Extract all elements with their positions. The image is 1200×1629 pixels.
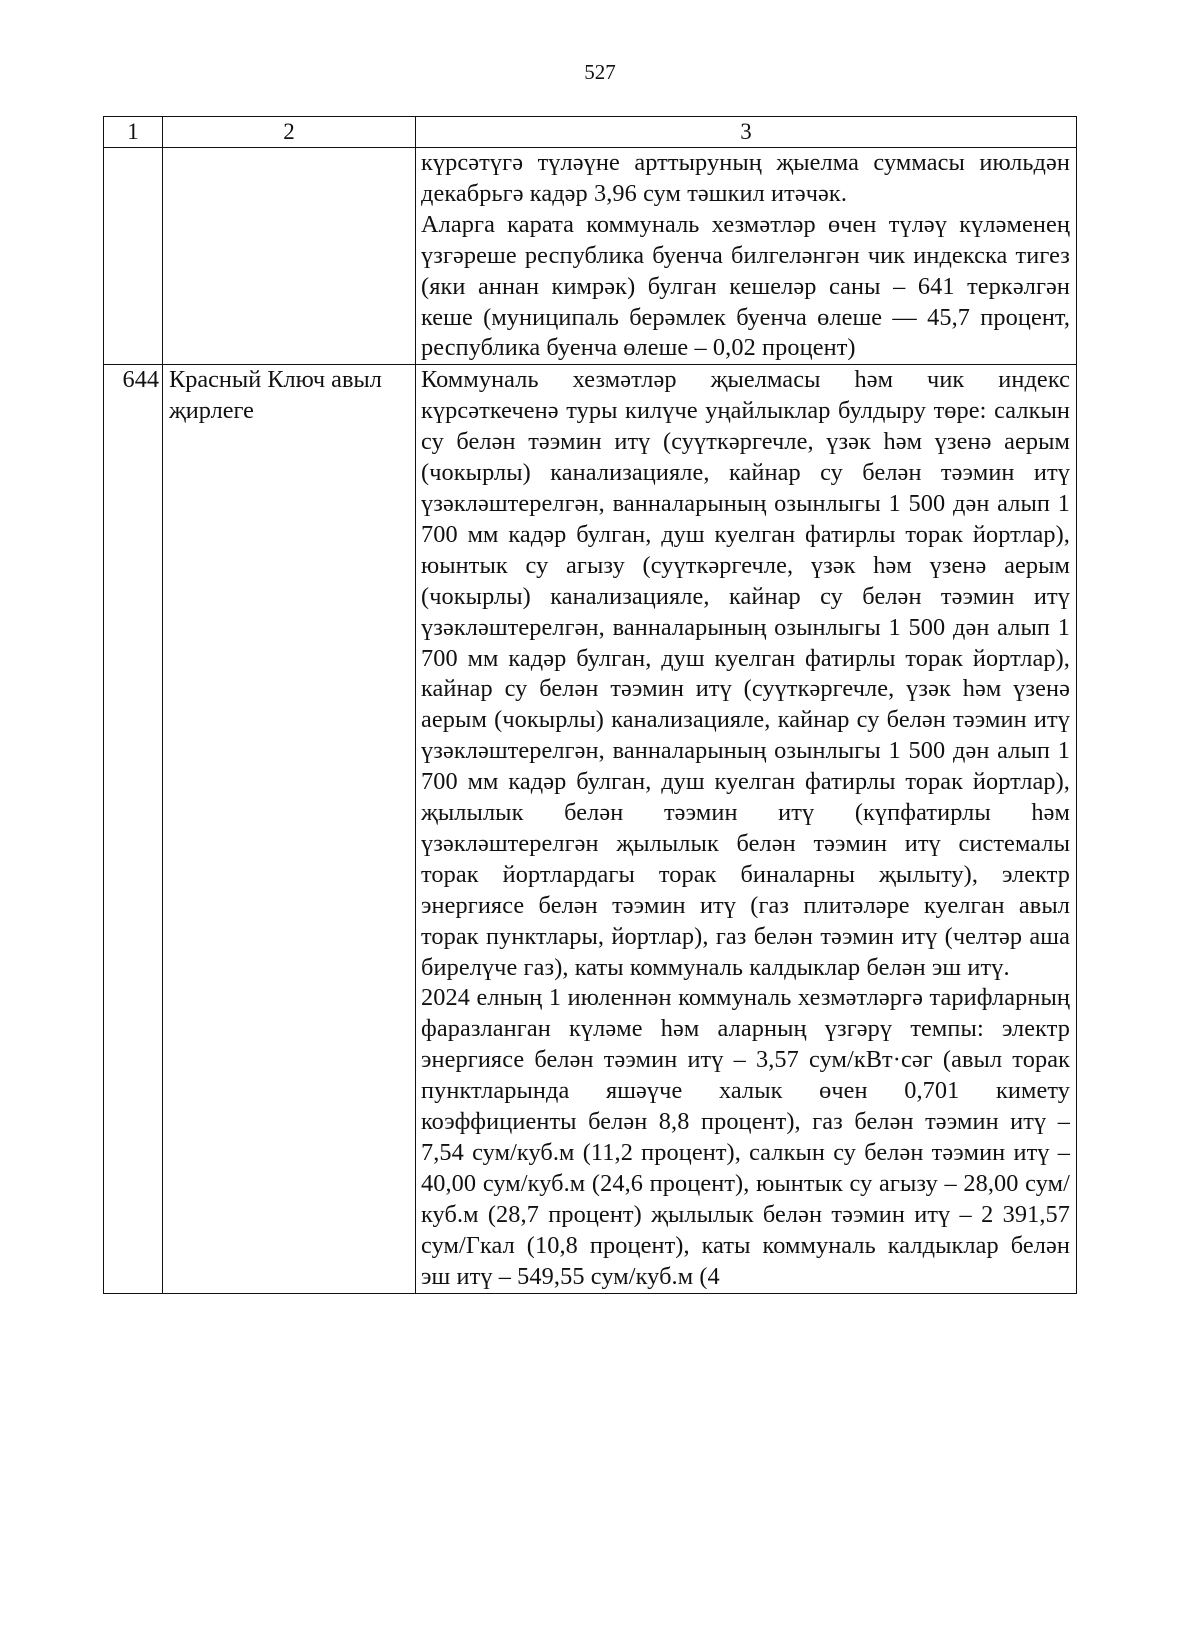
- description-paragraph: Коммуналь хезмәтләр җыелмасы һәм чик индекс күрсәткеченә туры килүче уңайлыклар булдыру төре: салкын су белән тәэмин итү (суүткәргечле, үзәк һәм үзенә аерым (чокырлы) канализацияле, кайнар су белән тәэмин итү үзәкләштерелгән, ванналарының озынлыгы 1 500 дән алып 1 700 мм кадәр булган, душ куелган фатирлы торак йортлар), юынтык су агызу (суүткәргечле, үзәк һәм үзенә аерым (чокырлы) канализацияле, кайнар су белән тәэмин итү үзәкләштерелгән, ванналарының озынлыгы 1 500 дән алып 1 700 мм кадәр булган, душ куелган фатирлы торак йортлар), кайнар су белән тәэмин итү (суүткәргечле, үзәк һәм үзенә аерым (чокырлы) канализацияле, кайнар су белән тәэмин итү үзәкләштерелгән, ванналарының озынлыгы 1 500 дән алып 1 700 мм кадәр булган, душ куелган фатирлы торак йортлар), җылылык белән тәэмин итү (күпфатирлы һәм үзәкләштерелгән җылылык белән тәэмин итү системалы торак йортлардагы торак биналарны җылыту), электр энергиясе белән тәэмин итү (газ плитәләре куелган авыл торак пунктлары, йортлар), газ белән тәэмин итү (челтәр аша бирелүче газ), каты коммуналь калдыклар белән эш итү.: [421, 366, 1070, 981]
- description-cell: [416, 148, 1077, 365]
- header-cell-3: 3: [416, 117, 1077, 148]
- header-cell-2: 2: [163, 117, 416, 148]
- description-paragraph: Аларга карата коммуналь хезмәтләр өчен түләү күләменең үзгәреше республика буенча билгеләнгән чик индекска тигез (яки аннан кимрәк) булган кешеләр саны – 641 теркәлгән кеше (муниципаль берәмлек буенча өлеше — 45,7 процент, республика буенча өлеше – 0,02 процент): [421, 210, 1070, 362]
- row-number-cell: [104, 365, 163, 1293]
- description-cell: [416, 365, 1077, 1293]
- header-cell-1: 1: [104, 117, 163, 148]
- page-number: 527: [584, 60, 616, 84]
- description-paragraph: 2024 елның 1 июленнән коммуналь хезмәтләргә тарифларның фаразланган күләме һәм аларның үзгәрү темпы: электр энергиясе белән тәэмин итү – 3,57 сум/кВт·сәг (авыл торак пунктларында яшәүче халык өчен 0,701 кимету коэффициенты белән 8,8 процент), газ белән тәэмин итү – 7,54 сум/куб.м (11,2 процент), салкын су белән тәэмин итү – 40,00 сум/куб.м (24,6 процент), юынтык су агызу – 28,00 сум/куб.м (28,7 процент) җылылык белән тәэмин итү – 2 391,57 сум/Гкал (10,8 процент), каты коммуналь калдыклар белән эш итү – 549,55 сум/куб.м (4: [421, 984, 1070, 1290]
- settlement-name: Красный Ключ авыл җирлеге: [169, 366, 382, 425]
- row-number-cell: [104, 148, 163, 365]
- settlement-cell: [163, 365, 416, 1293]
- document-table: [103, 116, 1077, 1294]
- table-row: [104, 148, 1077, 365]
- row-number: 644: [122, 366, 159, 394]
- table-header-row: [104, 117, 1077, 148]
- settlement-cell: [163, 148, 416, 365]
- description-paragraph: күрсәтүгә түләүне арттыруның җыелма суммасы июльдән декабрьгә кадәр 3,96 сум тәшкил итәчәк.: [421, 149, 1070, 207]
- table-row: [104, 365, 1077, 1293]
